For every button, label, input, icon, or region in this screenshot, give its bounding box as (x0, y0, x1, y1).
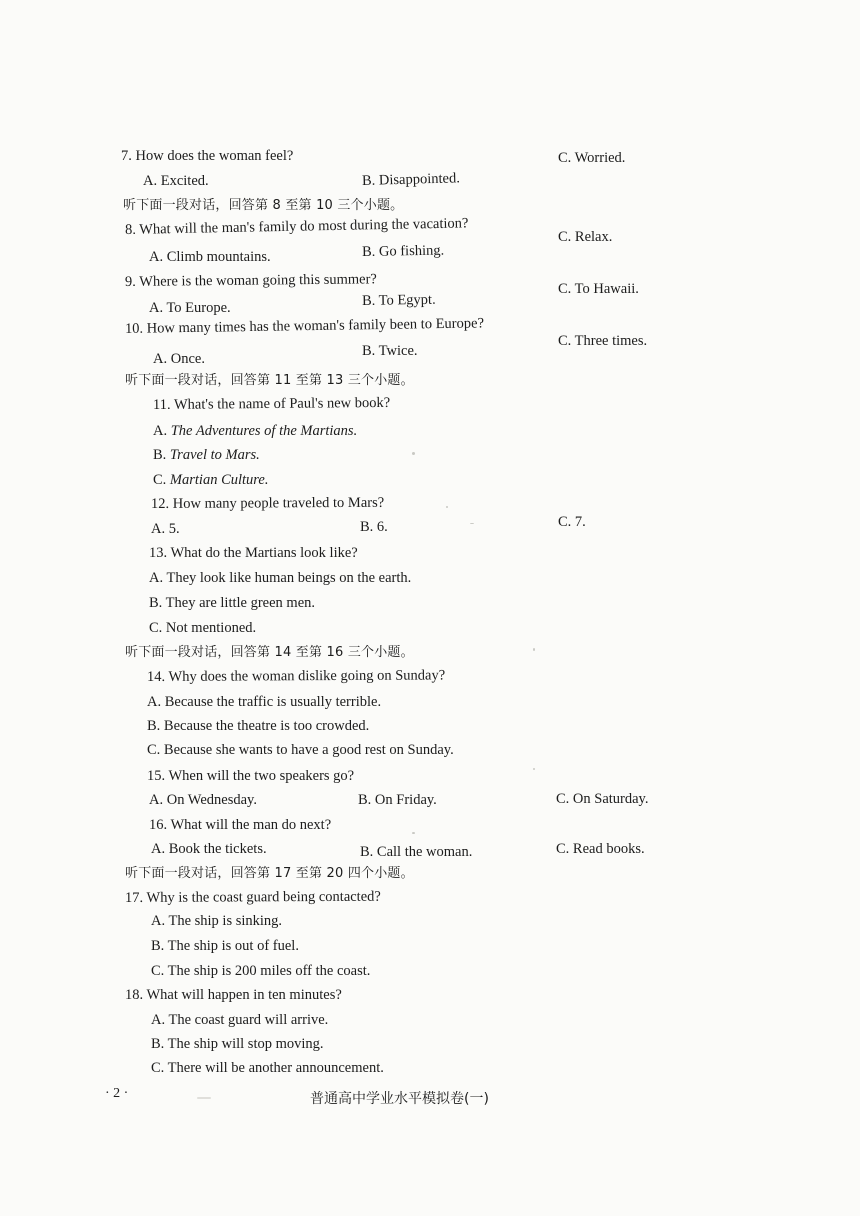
question-7-stem: 7. How does the woman feel? (121, 148, 294, 164)
question-13-option-a: A. They look like human beings on the earth. (149, 570, 412, 586)
question-11-option-b (153, 446, 260, 464)
question-16-option-c: C. Read books. (556, 841, 645, 857)
section-heading-8-10: 听下面一段对话，回答第 8 至第 10 三个小题。 (123, 198, 404, 213)
question-7-option-c: C. Worried. (558, 150, 626, 166)
section-heading-17-20: 听下面一段对话，回答第 17 至第 20 四个小题。 (125, 866, 414, 881)
question-18-option-b: B. The ship will stop moving. (151, 1036, 324, 1052)
question-13-stem: 13. What do the Martians look like? (149, 545, 358, 561)
option-label: A. (153, 423, 168, 439)
question-18-option-c: C. There will be another announcement. (151, 1060, 384, 1076)
question-14-option-a: A. Because the traffic is usually terrible. (147, 694, 382, 710)
question-13-option-b: B. They are little green men. (149, 595, 316, 611)
option-text: The Adventures of the Martians. (170, 423, 358, 439)
option-text: Martian Culture. (169, 472, 269, 488)
question-15-option-a: A. On Wednesday. (149, 792, 257, 808)
question-8-option-a: A. Climb mountains. (149, 249, 271, 265)
question-17-option-a: A. The ship is sinking. (151, 913, 283, 929)
question-18-option-a: A. The coast guard will arrive. (151, 1012, 329, 1028)
question-9-option-a: A. To Europe. (149, 300, 231, 316)
question-16-option-b: B. Call the woman. (360, 844, 473, 860)
scan-speck (470, 523, 474, 524)
question-7-option-b: B. Disappointed. (361, 170, 461, 189)
question-10-option-c: C. Three times. (558, 333, 648, 349)
question-11-option-a (153, 422, 357, 440)
question-9-option-c: C. To Hawaii. (558, 281, 639, 297)
page-number: · 2 · (105, 1086, 129, 1101)
question-9-option-b: B. To Egypt. (361, 291, 436, 309)
question-12-option-b: B. 6. (360, 519, 388, 535)
scan-speck (446, 506, 448, 508)
question-17-option-b: B. The ship is out of fuel. (151, 938, 299, 954)
question-10-option-b: B. Twice. (362, 343, 418, 359)
question-10-option-a: A. Once. (153, 351, 205, 367)
scan-speck (533, 648, 535, 651)
section-heading-14-16: 听下面一段对话，回答第 14 至第 16 三个小题。 (125, 645, 414, 660)
question-14-option-b: B. Because the theatre is too crowded. (147, 718, 370, 734)
question-8-option-b: B. Go fishing. (361, 242, 445, 260)
option-label: B. (153, 447, 167, 463)
question-18-stem: 18. What will happen in ten minutes? (125, 987, 342, 1003)
scan-speck (197, 1097, 211, 1099)
question-14-stem: 14. Why does the woman dislike going on Sunday? (146, 667, 446, 685)
scan-speck (412, 832, 415, 834)
scan-speck (412, 452, 415, 455)
question-11-option-c (153, 471, 268, 489)
question-7-option-a: A. Excited. (143, 173, 209, 189)
option-label: C. (153, 472, 167, 488)
question-14-option-c: C. Because she wants to have a good rest on Sunday. (147, 742, 454, 758)
option-text: Travel to Mars. (169, 447, 260, 463)
question-9-stem: 9. Where is the woman going this summer? (124, 271, 377, 290)
question-15-option-c: C. On Saturday. (556, 791, 649, 807)
question-16-stem: 16. What will the man do next? (149, 817, 332, 833)
question-17-stem: 17. Why is the coast guard being contacted? (124, 888, 381, 906)
section-heading-11-13: 听下面一段对话，回答第 11 至第 13 三个小题。 (125, 373, 414, 388)
question-13-option-c: C. Not mentioned. (149, 620, 257, 636)
question-12-option-a: A. 5. (151, 521, 180, 537)
question-15-option-b: B. On Friday. (358, 792, 437, 808)
question-11-stem: 11. What's the name of Paul's new book? (152, 394, 391, 413)
scan-speck (533, 768, 535, 770)
question-10-stem: 10. How many times has the woman's family been to Europe? (124, 315, 485, 337)
footer-title: 普通高中学业水平模拟卷(一) (310, 1091, 489, 1107)
question-17-option-c: C. The ship is 200 miles off the coast. (151, 963, 371, 979)
question-8-option-c: C. Relax. (558, 229, 613, 245)
question-12-stem: 12. How many people traveled to Mars? (150, 494, 385, 512)
question-12-option-c: C. 7. (558, 514, 586, 530)
question-8-stem: 8. What will the man's family do most during the vacation? (124, 215, 469, 238)
question-16-option-a: A. Book the tickets. (151, 841, 267, 857)
question-15-stem: 15. When will the two speakers go? (147, 768, 355, 784)
